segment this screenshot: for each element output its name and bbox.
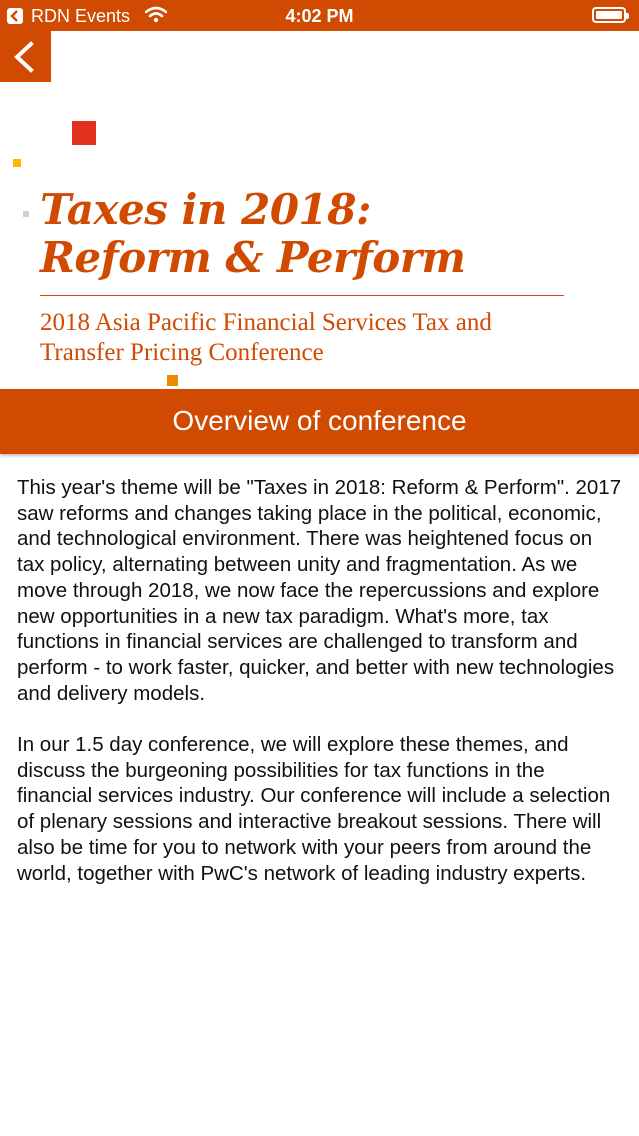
decorative-square-orange: [167, 375, 178, 386]
banner-title-line2: Reform & Perform: [40, 233, 466, 282]
status-time: 4:02 PM: [285, 6, 354, 26]
decorative-square-pink: [72, 121, 96, 145]
overview-paragraph-1: This year's theme will be "Taxes in 2018: Reform & Perform". 2017 saw reforms and changes taking place in the political, economic, and technological environment. There was heightened focus on tax policy, alternating between unity and fragmentation. As we move through 2018, we now face the repercussions and explore new opportunities in a new tax paradigm. What's more, tax functions in financial services are challenged to transform and perform - to work faster, quicker, and better with new technologies and delivery models.: [17, 476, 622, 705]
battery-icon: [592, 7, 626, 23]
banner-subtitle-line1: 2018 Asia Pacific Financial Services Tax and: [40, 309, 492, 336]
decorative-square-grey: [23, 211, 29, 217]
status-app-name[interactable]: RDN Events: [31, 6, 131, 26]
section-title: Overview of conference: [0, 389, 639, 454]
back-button[interactable]: [0, 31, 51, 82]
overview-content: [17, 475, 623, 912]
banner-title-line1: Taxes in 2018:: [40, 185, 371, 234]
divider: [40, 295, 564, 296]
conference-banner: [0, 82, 639, 389]
decorative-square-yellow: [13, 159, 21, 167]
overview-paragraph-2: In our 1.5 day conference, we will explore these themes, and discuss the burgeoning possibilities for tax functions in the financial services industry. Our conference will include a selection of plenary sessions and interactive breakout sessions. There will also be time for you to network with your peers from around the world, together with PwC's network of leading industry experts.: [17, 733, 611, 885]
status-bar: [0, 0, 639, 31]
banner-title: [40, 186, 465, 282]
banner-subtitle: [40, 308, 492, 368]
chevron-left-icon: [12, 41, 36, 73]
banner-subtitle-line2: Transfer Pricing Conference: [40, 339, 324, 366]
